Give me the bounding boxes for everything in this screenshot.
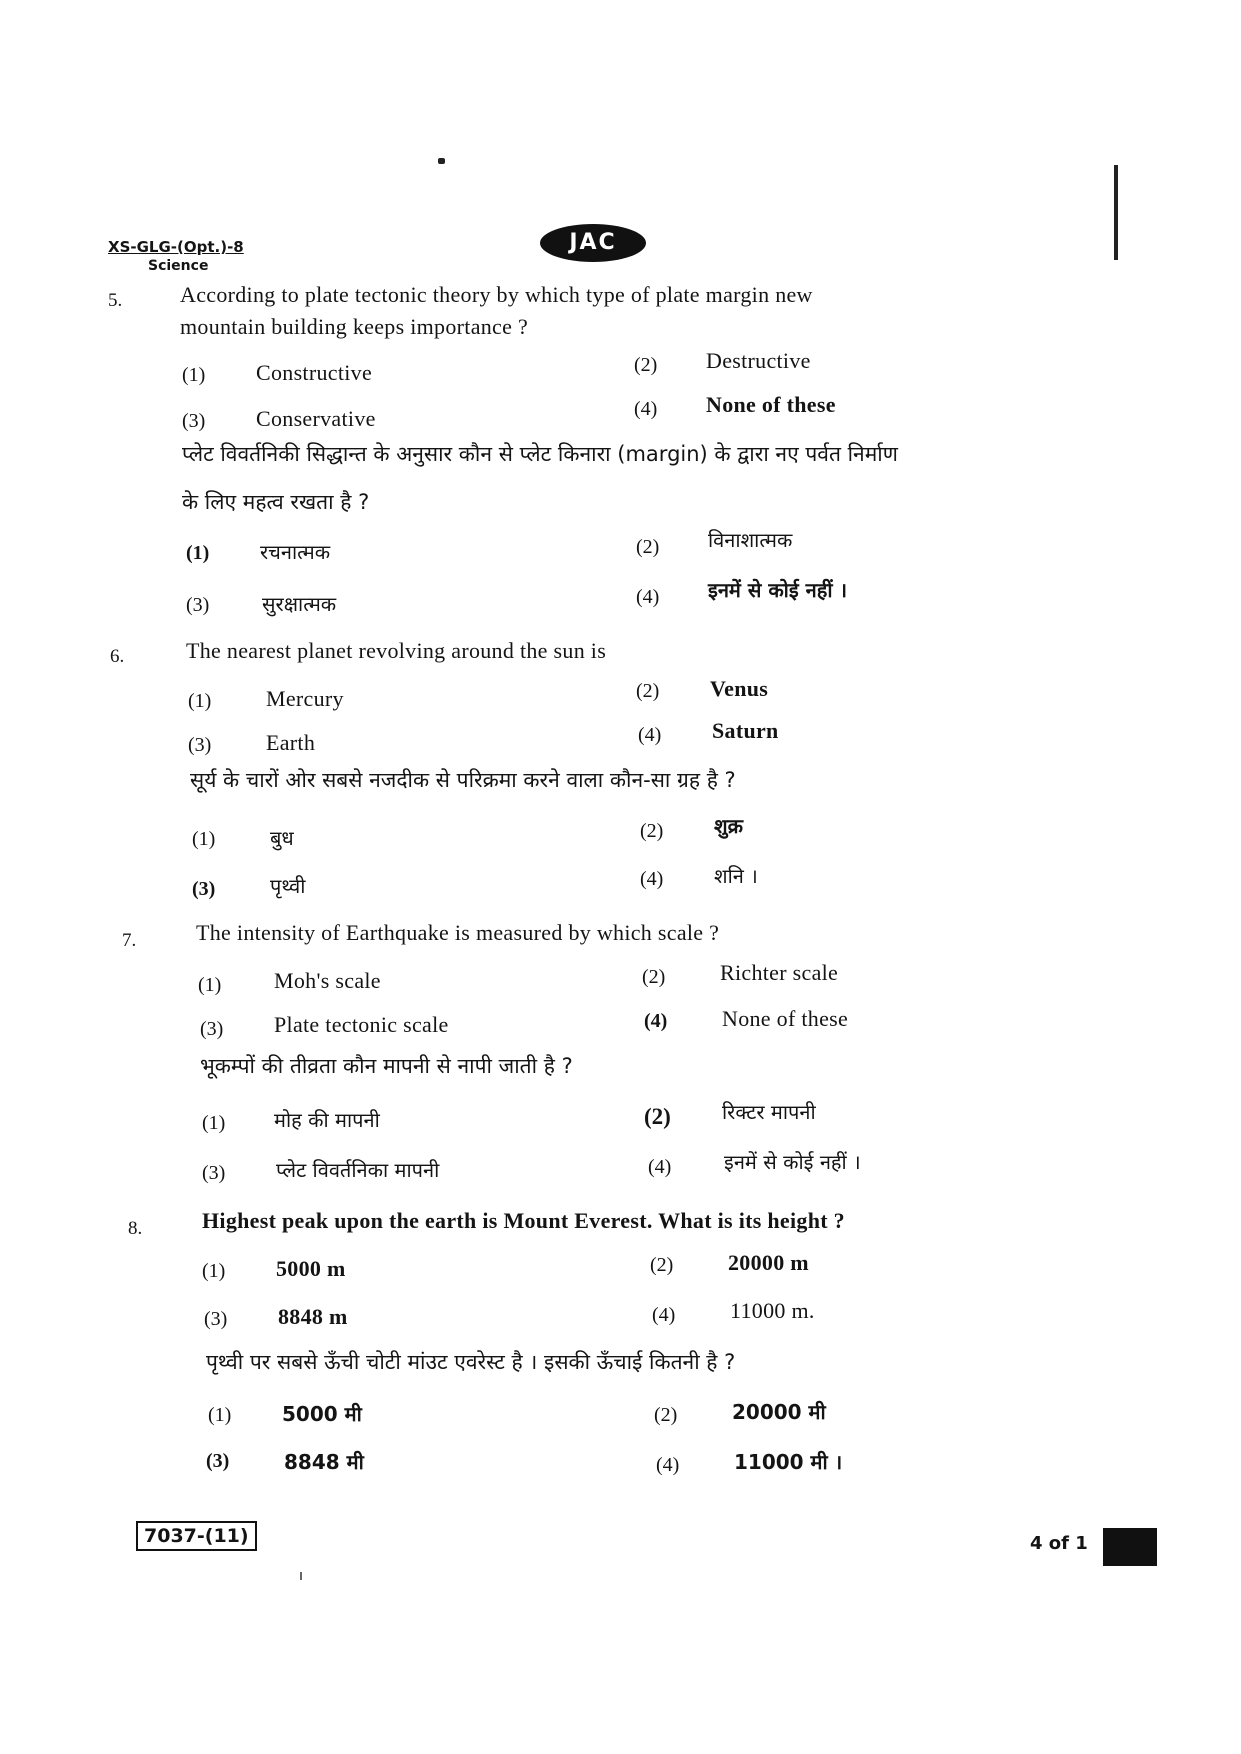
question-text-hi: सूर्य के चारों ओर सबसे नजदीक से परिक्रमा करने वाला कौन-सा ग्रह है ? — [190, 768, 736, 792]
option-text: Moh's scale — [274, 968, 381, 993]
option-text: रिक्टर मापनी — [722, 1100, 816, 1124]
option-text: शनि । — [714, 864, 758, 888]
option-number: (2) — [636, 536, 660, 558]
option-number: (1) — [192, 828, 216, 850]
scan-speck — [300, 1572, 302, 1580]
option-text: Venus — [710, 676, 769, 701]
option-number: (2) — [654, 1404, 678, 1426]
option-number: (2) — [644, 1104, 671, 1129]
option-text: सुरक्षात्मक — [262, 592, 337, 616]
option-number: (3) — [186, 594, 210, 616]
option-text: शुक्र — [714, 814, 743, 838]
option-number: (1) — [202, 1112, 226, 1134]
ink-dot — [438, 158, 445, 164]
option-number: (3) — [182, 410, 206, 432]
option-number: (4) — [634, 398, 658, 420]
redaction-block — [1103, 1528, 1157, 1566]
option-text: पृथ्वी — [270, 874, 306, 898]
option-number: (4) — [636, 586, 660, 608]
option-text: Richter scale — [720, 960, 839, 985]
option-text: Destructive — [706, 348, 811, 373]
option-text: इनमें से कोई नहीं । — [724, 1150, 861, 1174]
question-text-hi: प्लेट विवर्तनिकी सिद्धान्त के अनुसार कौन से प्लेट किनारा (margin) के द्वारा नए पर्वत निर्माण — [182, 442, 898, 466]
option-number: (4) — [656, 1454, 680, 1476]
option-number: (1) — [182, 364, 206, 386]
option-number: (2) — [640, 820, 664, 842]
footer-paper-code: 7037-(11) — [136, 1521, 257, 1551]
question-text-hi: के लिए महत्व रखता है ? — [182, 490, 370, 514]
page-number: 4 of 1 — [1030, 1533, 1088, 1554]
question-text-en: Highest peak upon the earth is Mount Everest. What is its height ? — [202, 1208, 845, 1233]
question-text-en: The nearest planet revolving around the sun is — [186, 638, 607, 663]
option-text: Mercury — [266, 686, 344, 711]
option-text: None of these — [706, 392, 836, 417]
option-text: None of these — [722, 1006, 849, 1031]
option-number: (4) — [652, 1304, 676, 1326]
question-number: 6. — [110, 646, 125, 667]
question-text-en: According to plate tectonic theory by which type of plate margin new — [180, 282, 813, 307]
option-number: (3) — [192, 878, 216, 900]
question-text-hi: भूकम्पों की तीव्रता कौन मापनी से नापी जाती है ? — [200, 1054, 573, 1078]
question-number: 7. — [122, 930, 137, 951]
option-text: 8848 मी — [284, 1450, 364, 1474]
option-number: (2) — [634, 354, 658, 376]
question-number: 8. — [128, 1218, 143, 1239]
option-text: 11000 मी । — [734, 1450, 843, 1474]
option-text: बुध — [270, 826, 294, 850]
option-text: 5000 m — [276, 1256, 346, 1281]
subject-label: Science — [148, 258, 209, 274]
option-number: (4) — [638, 724, 662, 746]
option-text: 5000 मी — [282, 1402, 362, 1426]
option-number: (1) — [208, 1404, 232, 1426]
option-text: रचनात्मक — [260, 540, 331, 564]
option-number: (2) — [642, 966, 666, 988]
option-text: 8848 m — [278, 1304, 348, 1329]
option-number: (1) — [198, 974, 222, 996]
jac-logo: JAC — [540, 224, 646, 262]
option-number: (2) — [650, 1254, 674, 1276]
option-text: 20000 मी — [732, 1400, 826, 1424]
option-number: (3) — [206, 1450, 230, 1472]
option-number: (1) — [186, 542, 210, 564]
option-number: (1) — [202, 1260, 226, 1282]
option-number: (3) — [204, 1308, 228, 1330]
option-text: प्लेट विवर्तनिका मापनी — [276, 1158, 440, 1182]
option-text: 11000 m. — [730, 1298, 815, 1323]
option-number: (2) — [636, 680, 660, 702]
option-number: (3) — [202, 1162, 226, 1184]
option-number: (4) — [644, 1010, 668, 1032]
option-number: (3) — [188, 734, 212, 756]
option-text: Saturn — [712, 718, 779, 743]
question-number: 5. — [108, 290, 123, 311]
question-text-hi: पृथ्वी पर सबसे ऊँची चोटी मांउट एवरेस्ट है । इसकी ऊँचाई कितनी है ? — [206, 1350, 736, 1374]
option-number: (3) — [200, 1018, 224, 1040]
option-text: Plate tectonic scale — [274, 1012, 449, 1037]
question-text-en: mountain building keeps importance ? — [180, 314, 529, 339]
option-number: (4) — [640, 868, 664, 890]
option-text: Earth — [266, 730, 316, 755]
option-number: (4) — [648, 1156, 672, 1178]
question-text-en: The intensity of Earthquake is measured by which scale ? — [196, 920, 720, 945]
option-number: (1) — [188, 690, 212, 712]
scan-edge-line — [1114, 165, 1118, 260]
option-text: Conservative — [256, 406, 376, 431]
option-text: 20000 m — [728, 1250, 809, 1275]
paper-code: XS-GLG-(Opt.)-8 — [108, 238, 244, 256]
option-text: विनाशात्मक — [708, 528, 793, 552]
option-text: Constructive — [256, 360, 373, 385]
option-text: मोह की मापनी — [274, 1108, 380, 1132]
option-text: इनमें से कोई नहीं । — [708, 578, 848, 602]
